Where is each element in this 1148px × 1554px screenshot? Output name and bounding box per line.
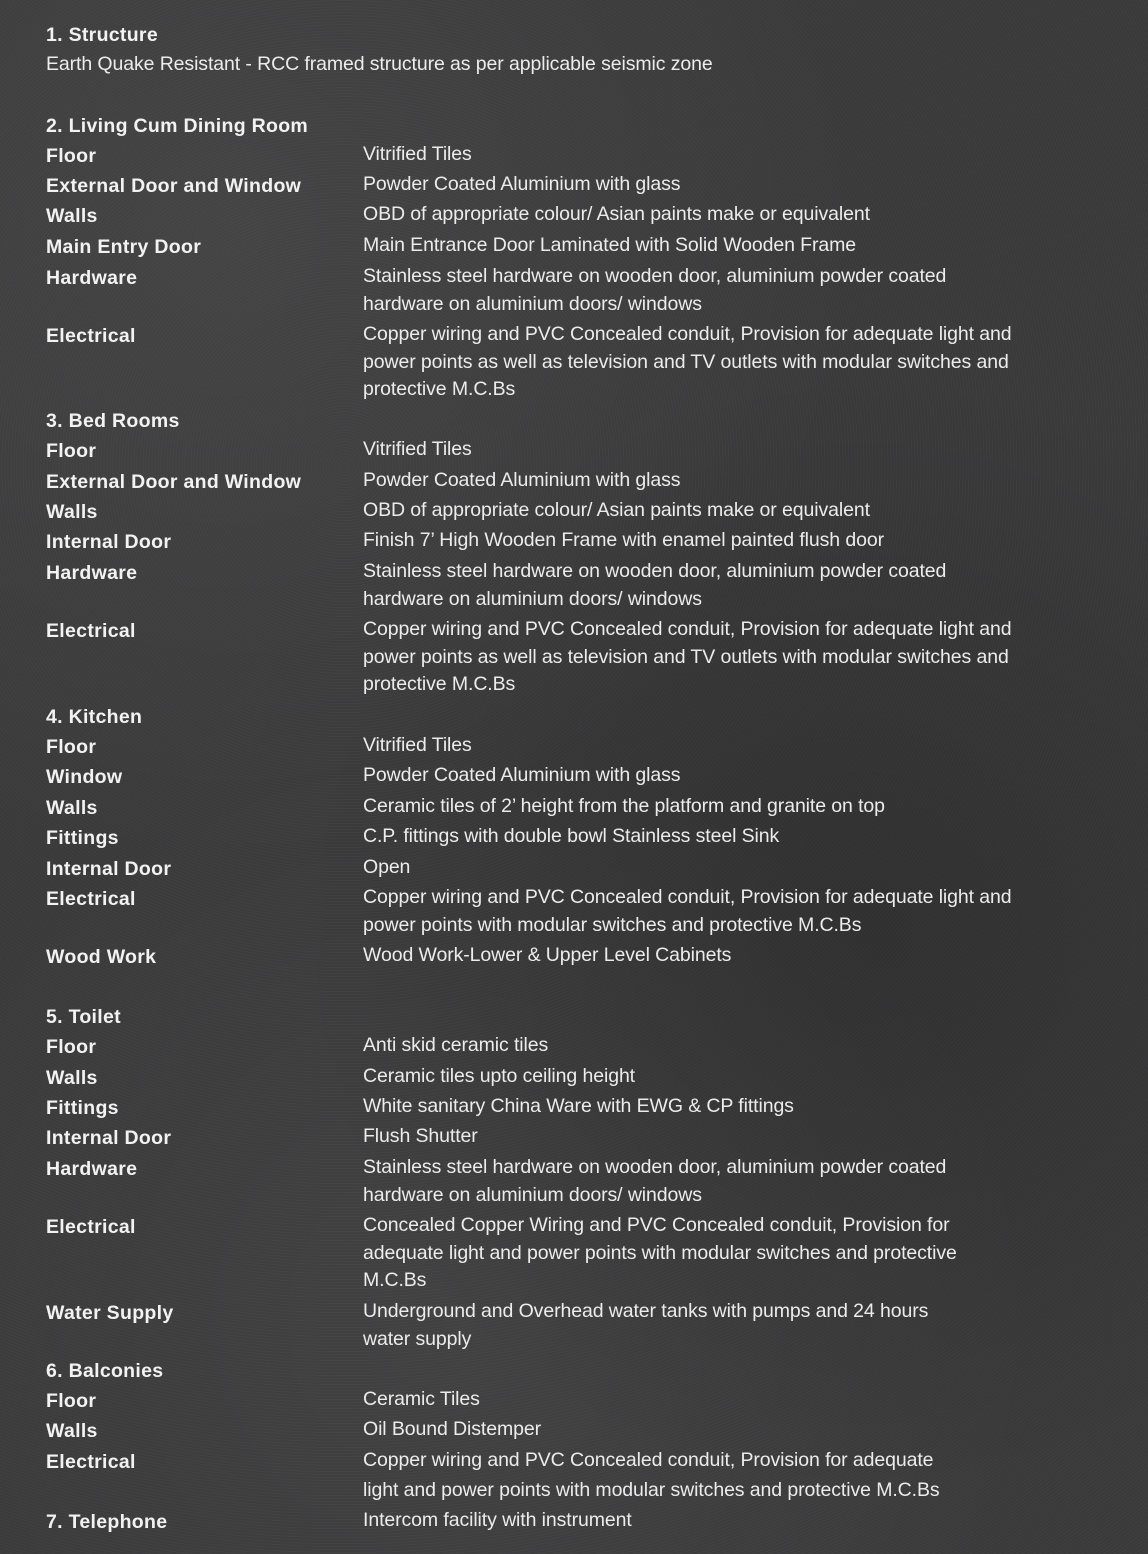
spec-value-living-door-window: Powder Coated Aluminium with glass xyxy=(363,173,681,195)
section-title-balconies: 6. Balconies xyxy=(46,1360,164,1382)
spec-value-toilet-hardware: Stainless steel hardware on wooden door, aluminium powder coated hardware on aluminium doors/ windows xyxy=(363,1156,947,1206)
spec-label-kitchen-walls: Walls xyxy=(46,797,98,819)
structure-description: Earth Quake Resistant - RCC framed structure as per applicable seismic zone xyxy=(46,53,713,75)
spec-value-toilet-internal-door: Flush Shutter xyxy=(363,1125,478,1147)
spec-value-telephone: Intercom facility with instrument xyxy=(363,1509,632,1531)
spec-value-kitchen-internal-door: Open xyxy=(363,856,411,878)
spec-value-bed-walls: OBD of appropriate colour/ Asian paints make or equivalent xyxy=(363,499,870,521)
spec-value-kitchen-walls: Ceramic tiles of 2’ height from the platform and granite on top xyxy=(363,795,885,817)
spec-value-kitchen-floor: Vitrified Tiles xyxy=(363,734,472,756)
spec-label-kitchen-internal-door: Internal Door xyxy=(46,858,172,880)
spec-value-living-walls: OBD of appropriate colour/ Asian paints make or equivalent xyxy=(363,203,870,225)
spec-label-kitchen-floor: Floor xyxy=(46,736,97,758)
spec-value-kitchen-wood-work: Wood Work-Lower & Upper Level Cabinets xyxy=(363,944,732,966)
section-title-structure: 1. Structure xyxy=(46,24,158,46)
spec-value-bed-hardware: Stainless steel hardware on wooden door, aluminium powder coated hardware on aluminium doors/ windows xyxy=(363,560,947,610)
section-title-bed-rooms: 3. Bed Rooms xyxy=(46,410,180,432)
spec-value-balcony-electrical: Copper wiring and PVC Concealed conduit, Provision for adequate light and power points with modular switches and protective M.C.Bs xyxy=(363,1449,940,1501)
spec-label-bed-door-window: External Door and Window xyxy=(46,471,302,493)
spec-label-living-walls: Walls xyxy=(46,205,98,227)
spec-value-toilet-water-supply: Underground and Overhead water tanks with pumps and 24 hours water supply xyxy=(363,1300,929,1350)
spec-value-living-entry-door: Main Entrance Door Laminated with Solid Wooden Frame xyxy=(363,234,857,256)
spec-label-living-entry-door: Main Entry Door xyxy=(46,236,202,258)
spec-label-kitchen-wood-work: Wood Work xyxy=(46,946,157,968)
spec-label-bed-walls: Walls xyxy=(46,501,98,523)
spec-value-living-electrical: Copper wiring and PVC Concealed conduit, Provision for adequate light and power points as well as television and TV outlets with modular switches and protective M.C.Bs xyxy=(363,323,1012,401)
spec-value-bed-door-window: Powder Coated Aluminium with glass xyxy=(363,469,681,491)
spec-value-toilet-floor: Anti skid ceramic tiles xyxy=(363,1034,549,1056)
spec-value-balcony-walls: Oil Bound Distemper xyxy=(363,1418,542,1440)
spec-label-balcony-electrical: Electrical xyxy=(46,1451,136,1473)
spec-value-toilet-electrical: Concealed Copper Wiring and PVC Concealed conduit, Provision for adequate light and power points with modular switches and protective M.C.Bs xyxy=(363,1214,957,1292)
spec-value-living-floor: Vitrified Tiles xyxy=(363,143,472,165)
spec-value-kitchen-window: Powder Coated Aluminium with glass xyxy=(363,764,681,786)
spec-label-toilet-hardware: Hardware xyxy=(46,1158,138,1180)
spec-label-toilet-electrical: Electrical xyxy=(46,1216,136,1238)
spec-value-toilet-walls: Ceramic tiles upto ceiling height xyxy=(363,1065,636,1087)
spec-value-toilet-fittings: White sanitary China Ware with EWG & CP fittings xyxy=(363,1095,794,1117)
spec-label-living-hardware: Hardware xyxy=(46,267,138,289)
spec-label-kitchen-electrical: Electrical xyxy=(46,888,136,910)
spec-label-bed-hardware: Hardware xyxy=(46,562,138,584)
spec-value-balcony-floor: Ceramic Tiles xyxy=(363,1388,480,1410)
spec-label-toilet-walls: Walls xyxy=(46,1067,98,1089)
section-title-kitchen: 4. Kitchen xyxy=(46,706,143,728)
spec-label-bed-electrical: Electrical xyxy=(46,620,136,642)
spec-label-balcony-walls: Walls xyxy=(46,1420,98,1442)
spec-value-bed-internal-door: Finish 7’ High Wooden Frame with enamel painted flush door xyxy=(363,529,884,551)
spec-value-kitchen-fittings: C.P. fittings with double bowl Stainless steel Sink xyxy=(363,825,780,847)
spec-label-living-door-window: External Door and Window xyxy=(46,175,302,197)
section-title-toilet: 5. Toilet xyxy=(46,1006,121,1028)
spec-value-bed-electrical: Copper wiring and PVC Concealed conduit, Provision for adequate light and power points as well as television and TV outlets with modular switches and protective M.C.Bs xyxy=(363,618,1012,696)
section-title-living-dining: 2. Living Cum Dining Room xyxy=(46,115,309,137)
spec-value-kitchen-electrical: Copper wiring and PVC Concealed conduit, Provision for adequate light and power points with modular switches and protective M.C.Bs xyxy=(363,886,1012,936)
spec-label-toilet-internal-door: Internal Door xyxy=(46,1127,172,1149)
spec-label-living-electrical: Electrical xyxy=(46,325,136,347)
spec-label-toilet-water-supply: Water Supply xyxy=(46,1302,174,1324)
spec-label-living-floor: Floor xyxy=(46,145,97,167)
spec-label-balcony-floor: Floor xyxy=(46,1390,97,1412)
spec-label-toilet-fittings: Fittings xyxy=(46,1097,119,1119)
spec-label-kitchen-fittings: Fittings xyxy=(46,827,119,849)
spec-value-bed-floor: Vitrified Tiles xyxy=(363,438,472,460)
section-title-telephone: 7. Telephone xyxy=(46,1511,168,1533)
spec-label-bed-internal-door: Internal Door xyxy=(46,531,172,553)
spec-label-toilet-floor: Floor xyxy=(46,1036,97,1058)
spec-label-kitchen-window: Window xyxy=(46,766,123,788)
spec-value-living-hardware: Stainless steel hardware on wooden door, aluminium powder coated hardware on aluminium doors/ windows xyxy=(363,265,947,315)
spec-label-bed-floor: Floor xyxy=(46,440,97,462)
